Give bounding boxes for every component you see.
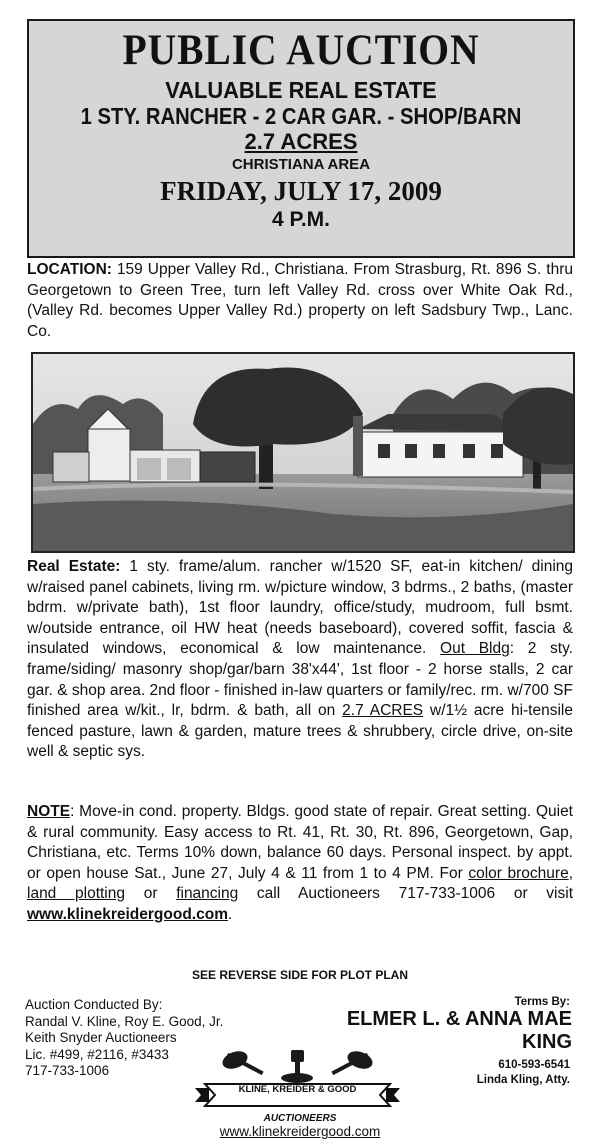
acres-heading: 2.7 ACRES	[244, 129, 358, 154]
auctioneer-firm: Keith Snyder Auctioneers	[25, 1030, 177, 1045]
auction-date: FRIDAY, JULY 17, 2009	[160, 176, 442, 206]
owner-name-line2: KING	[522, 1031, 572, 1053]
color-brochure-link[interactable]: color brochure	[468, 864, 569, 882]
property-photo-illustration	[33, 354, 573, 551]
land-plotting-link[interactable]: land plotting	[27, 885, 125, 903]
property-summary: 1 STY. RANCHER - 2 CAR GAR. - SHOP/BARN	[80, 103, 522, 129]
reverse-side-note: SEE REVERSE SIDE FOR PLOT PLAN	[191, 968, 409, 982]
note-end: .	[227, 905, 233, 923]
conducted-label: Auction Conducted By:	[25, 997, 163, 1012]
auction-subtitle: VALUABLE REAL ESTATE	[165, 77, 437, 103]
note-text-2: call Auctioneers 717-733-1006 or visit	[238, 885, 573, 903]
financing-link[interactable]: financing	[176, 885, 239, 903]
header-box	[27, 19, 575, 258]
note-paragraph	[27, 802, 573, 926]
area-heading: CHRISTIANA AREA	[231, 156, 371, 173]
note-or: or	[125, 885, 177, 903]
gavel-logo-icon	[195, 1048, 400, 1113]
note-label: NOTE	[27, 803, 71, 820]
owner-contact-block	[477, 1058, 570, 1088]
real-estate-text-3: w/1½ acre hi-tensile fenced pasture, lawn & garden, mature trees & shrubbery, circle drive, on-site well & septic sys.	[27, 702, 573, 761]
real-estate-text-2: : 2 sty. frame/siding/ masonry shop/gar/barn 38'x44', 1st floor - 2 horse stalls, 2 car gar. & shop area. 2nd floor - finished in-law quarters or family/rec. rm. w/700 SF finished area w/kit., lr, bdrm. & bath, all on	[27, 640, 573, 720]
note-separator: ,	[568, 864, 574, 882]
website-link[interactable]: www.klinekreidergood.com	[27, 905, 228, 923]
real-estate-label: Real Estate:	[27, 558, 121, 575]
auctioneer-logo	[195, 1048, 400, 1113]
note-text-1: : Move-in cond. property. Bldgs. good state of repair. Great setting. Quiet & rural community. Easy access to Rt. 41, Rt. 30, Rt. 896, Georgetown, Gap, Christiana, etc. Terms 10% down, balance 60 days. Personal inspect. by appt. or open house Sat., June 27, July 4 & 11 from 1 to 4 PM. For	[27, 803, 573, 882]
location-label: LOCATION:	[27, 261, 112, 278]
auction-title: PUBLIC AUCTION	[122, 27, 480, 74]
real-estate-text-1: 1 sty. frame/alum. rancher w/1520 SF, eat-in kitchen/ dining w/raised panel cabinets, living rm. w/picture window, 3 bdrms., 2 baths, (master bdrm. w/private bath), 1st floor laundry, office/study, mudroom, full bsmt. w/outside entrance, oil HW heat (needs baseboard), covered soffit, fascia & insulated windows, economical & low maintenance.	[27, 558, 573, 658]
attorney-name: Linda Kling, Atty.	[476, 1074, 570, 1086]
property-photo	[31, 352, 575, 553]
location-paragraph	[27, 260, 573, 342]
footer-website-link[interactable]: www.klinekreidergood.com	[219, 1124, 381, 1139]
auctioneer-phone: 717-733-1006	[25, 1063, 110, 1078]
logo-firm-name: KLINE, KREIDER & GOOD	[238, 1084, 357, 1095]
terms-label: Terms By:	[514, 996, 570, 1008]
location-text: 159 Upper Valley Rd., Christiana. From Strasburg, Rt. 896 S. thru Georgetown to Green Tree, turn left Valley Rd. cross over White Oak Rd., (Valley Rd. becomes Upper Valley Rd.) property on left Sadsbury Twp., Lanc. Co.	[27, 261, 573, 340]
owner-name-line1: ELMER L. & ANNA MAE	[346, 1008, 572, 1030]
auction-conducted-block	[25, 997, 223, 1080]
auctioneer-names: Randal V. Kline, Roy E. Good, Jr.	[25, 1013, 224, 1029]
real-estate-paragraph	[27, 557, 573, 763]
out-bldg-label: Out Bldg	[440, 640, 510, 658]
license-numbers: Lic. #499, #2116, #3433	[25, 1046, 169, 1062]
owner-phone: 610-593-6541	[498, 1059, 570, 1071]
auction-time: 4 P.M.	[272, 208, 330, 231]
logo-auctioneers-label: AUCTIONEERS	[263, 1113, 337, 1124]
real-estate-acres: 2.7 ACRES	[342, 702, 424, 720]
